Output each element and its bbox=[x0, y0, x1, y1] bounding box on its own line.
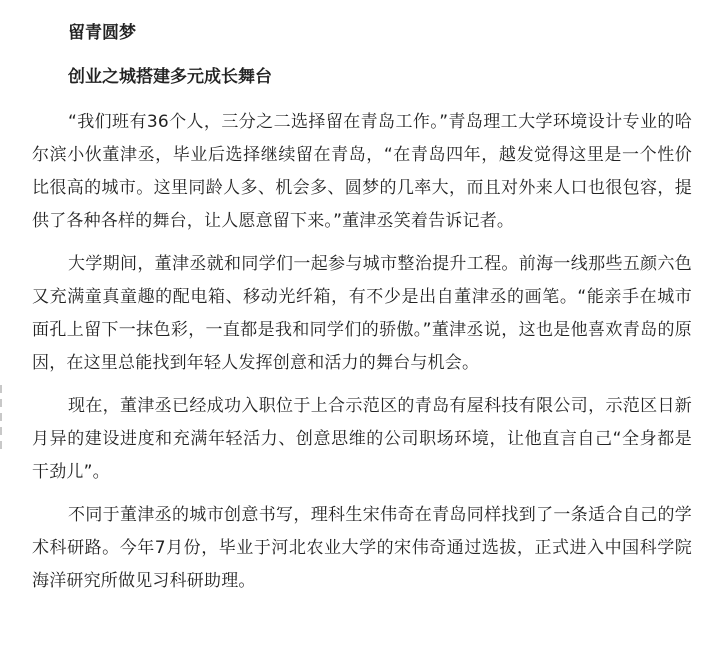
section-subtitle: 创业之城搭建多元成长舞台 bbox=[68, 67, 272, 87]
edge-tick bbox=[0, 427, 2, 435]
edge-tick bbox=[0, 399, 2, 407]
article-body bbox=[32, 18, 692, 608]
paragraph-1: “我们班有36个人，三分之二选择留在青岛工作。”青岛理工大学环境设计专业的哈尔滨小伙董津丞，毕业后选择继续留在青岛，“在青岛四年，越发觉得这里是一个性价比很高的城市。这里同龄人多、机会多、圆梦的几率大，而且对外来人口也很包容，提供了各种各样的舞台，让人愿意留下来。”董津丞笑着告诉记者。 bbox=[32, 112, 692, 231]
edge-tick bbox=[0, 441, 2, 449]
section-title: 留青圆梦 bbox=[68, 23, 136, 43]
paragraph-2: 大学期间，董津丞就和同学们一起参与城市整治提升工程。前海一线那些五颜六色又充满童真童趣的配电箱、移动光纤箱，有不少是出自董津丞的画笔。“能亲手在城市面孔上留下一抹色彩，一直都是我和同学们的骄傲。”董津丞说，这也是他喜欢青岛的原因，在这里总能找到年轻人发挥创意和活力的舞台与机会。 bbox=[32, 254, 692, 373]
left-edge-decoration bbox=[0, 385, 4, 460]
paragraph-3: 现在，董津丞已经成功入职位于上合示范区的青岛有屋科技有限公司，示范区日新月异的建设进度和充满年轻活力、创意思维的公司职场环境，让他直言自己“全身都是干劲儿”。 bbox=[32, 396, 692, 482]
edge-tick bbox=[0, 413, 2, 421]
paragraph-4: 不同于董津丞的城市创意书写，理科生宋伟奇在青岛同样找到了一条适合自己的学术科研路。今年7月份，毕业于河北农业大学的宋伟奇通过选拔，正式进入中国科学院海洋研究所做见习科研助理。 bbox=[32, 505, 692, 591]
edge-tick bbox=[0, 385, 2, 393]
